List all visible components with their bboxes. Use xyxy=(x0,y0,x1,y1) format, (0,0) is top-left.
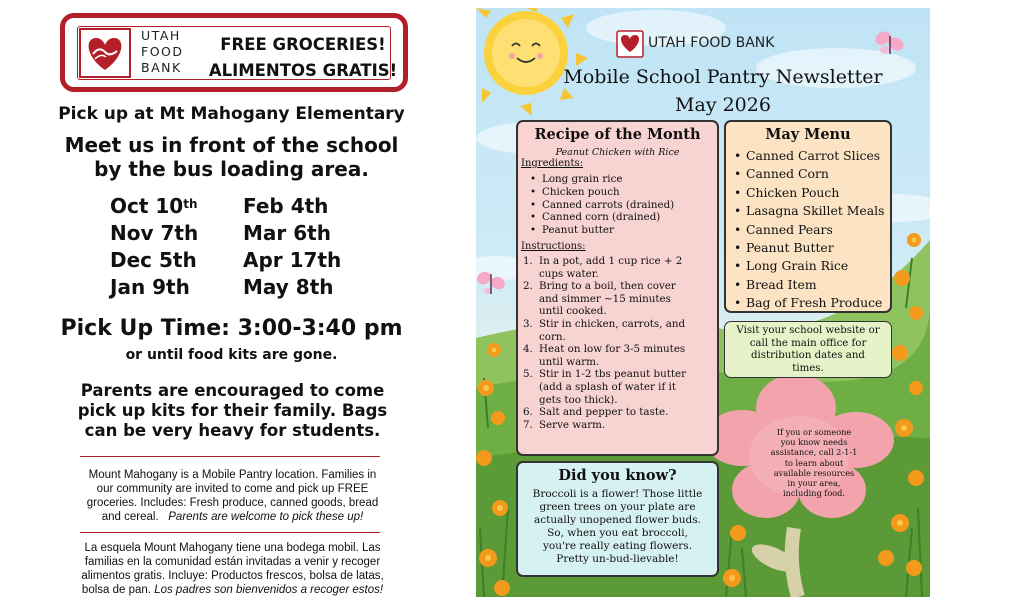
list-item: • Long Grain Rice xyxy=(734,257,890,275)
recipe-heading: Recipe of the Month xyxy=(534,126,701,143)
list-item: • Chicken pouch xyxy=(530,186,717,199)
date-item: Mar 6th xyxy=(243,221,331,245)
did-you-know-text: Broccoli is a flower! Those little green trees on your plate are actually unopened flower buds. So, when you eat broccoli, you're really eating flowers. Pretty un-bud-lievable! xyxy=(532,488,703,565)
list-item: • Long grain rice xyxy=(530,173,717,186)
date-item: Apr 17th xyxy=(243,248,342,272)
visit-note: Visit your school website or call the main office for distribution dates and times. xyxy=(724,321,892,378)
header-banner xyxy=(60,13,408,92)
menu-heading: May Menu xyxy=(765,126,851,143)
banner-title: FREE GROCERIES! ALIMENTOS GRATIS! xyxy=(208,35,398,80)
date-item: May 8th xyxy=(243,275,334,299)
logo-wordmark: UTAH FOOD BANK xyxy=(141,28,184,75)
list-item: • Canned corn (drained) xyxy=(530,211,717,224)
list-item: 2. Bring to a boil, then cover and simmer ~15 minutes until cooked. xyxy=(523,280,676,318)
did-you-know-card xyxy=(516,461,719,577)
instructions-list xyxy=(523,255,713,431)
did-you-know-heading: Did you know? xyxy=(558,467,677,484)
recipe-name: Peanut Chicken with Rice xyxy=(555,147,680,158)
divider xyxy=(80,456,380,457)
ingredients-list xyxy=(530,173,717,237)
instructions-label: Instructions: xyxy=(521,240,586,252)
meeting-instructions: Meet us in front of the school by the bus loading area. xyxy=(64,133,399,181)
date-item: Nov 7th xyxy=(110,221,199,245)
list-item: • Peanut Butter xyxy=(734,239,890,257)
list-item: • Canned Corn xyxy=(734,165,890,183)
date-item: Feb 4th xyxy=(243,194,329,218)
date-item: Oct 10th xyxy=(110,194,198,218)
dates-column-1 xyxy=(110,193,230,301)
list-item: • Chicken Pouch xyxy=(734,184,890,202)
dates-column-2 xyxy=(243,193,363,301)
list-item: 7. Serve warm. xyxy=(523,418,606,431)
pantry-newsletter xyxy=(476,8,930,597)
pantry-flyer xyxy=(0,0,470,597)
pickup-time-note: or until food kits are gone. xyxy=(125,347,338,363)
assistance-note: If you or someone you know needs assistance, call 2-1-1 to learn about available resources in your area, including food. xyxy=(770,427,858,499)
menu-card xyxy=(724,120,892,313)
list-item: • Canned carrots (drained) xyxy=(530,199,717,212)
list-item: 3. Stir in chicken, carrots, and corn. xyxy=(523,317,686,343)
butterfly-icon xyxy=(873,29,906,54)
newsletter-title: Mobile School Pantry Newsletter May 2026 xyxy=(563,66,883,116)
utah-food-bank-logo-icon xyxy=(79,28,131,78)
info-english: Mount Mahogany is a Mobile Pantry location. Families in our community are invited to come and pick up FREE groceries. Includes: Fresh produce, canned goods, bread and cereal. Parents are welcome to pick these up! xyxy=(86,469,379,523)
menu-list xyxy=(734,147,890,313)
list-item: 4. Heat on low for 3-5 minutes until warm. xyxy=(523,343,686,368)
newsletter-logo-icon xyxy=(617,31,643,57)
list-item: 1. In a pot, add 1 cup rice + 2 cups water. xyxy=(523,254,683,280)
date-item: Dec 5th xyxy=(110,248,197,272)
pickup-location: Pick up at Mt Mahogany Elementary xyxy=(58,104,405,124)
list-item: • Canned Carrot Slices xyxy=(734,147,890,165)
list-item: 6. Salt and pepper to taste. xyxy=(523,406,669,419)
list-item: 5. Stir in 1-2 tbs peanut butter (add a splash of water if it gets too thick). xyxy=(523,368,687,406)
ingredients-label: Ingredients: xyxy=(521,158,583,169)
list-item: • Bread Item xyxy=(734,276,890,294)
info-spanish: La esquela Mount Mahogany tiene una bodega mobil. Las familias en la comunidad están invitadas a venir y recoger alimentos gratis. Incluye: Productos frescos, bolsa de latas, bolsa de pan. Los padres son bienvenidos a recoger estos! xyxy=(81,542,384,596)
parents-note: Parents are encouraged to come pick up kits for their family. Bags can be very heavy for students. xyxy=(77,381,388,440)
recipe-card xyxy=(516,120,719,456)
divider xyxy=(80,532,380,533)
list-item: • Lasagna Skillet Meals xyxy=(734,202,890,220)
list-item: • Canned Pears xyxy=(734,221,890,239)
newsletter-brand: UTAH FOOD BANK xyxy=(648,35,775,51)
list-item: • Peanut butter xyxy=(530,224,717,237)
date-item: Jan 9th xyxy=(110,275,190,299)
pickup-time: Pick Up Time: 3:00-3:40 pm xyxy=(60,316,403,341)
list-item: • Bag of Fresh Produce xyxy=(734,294,890,312)
